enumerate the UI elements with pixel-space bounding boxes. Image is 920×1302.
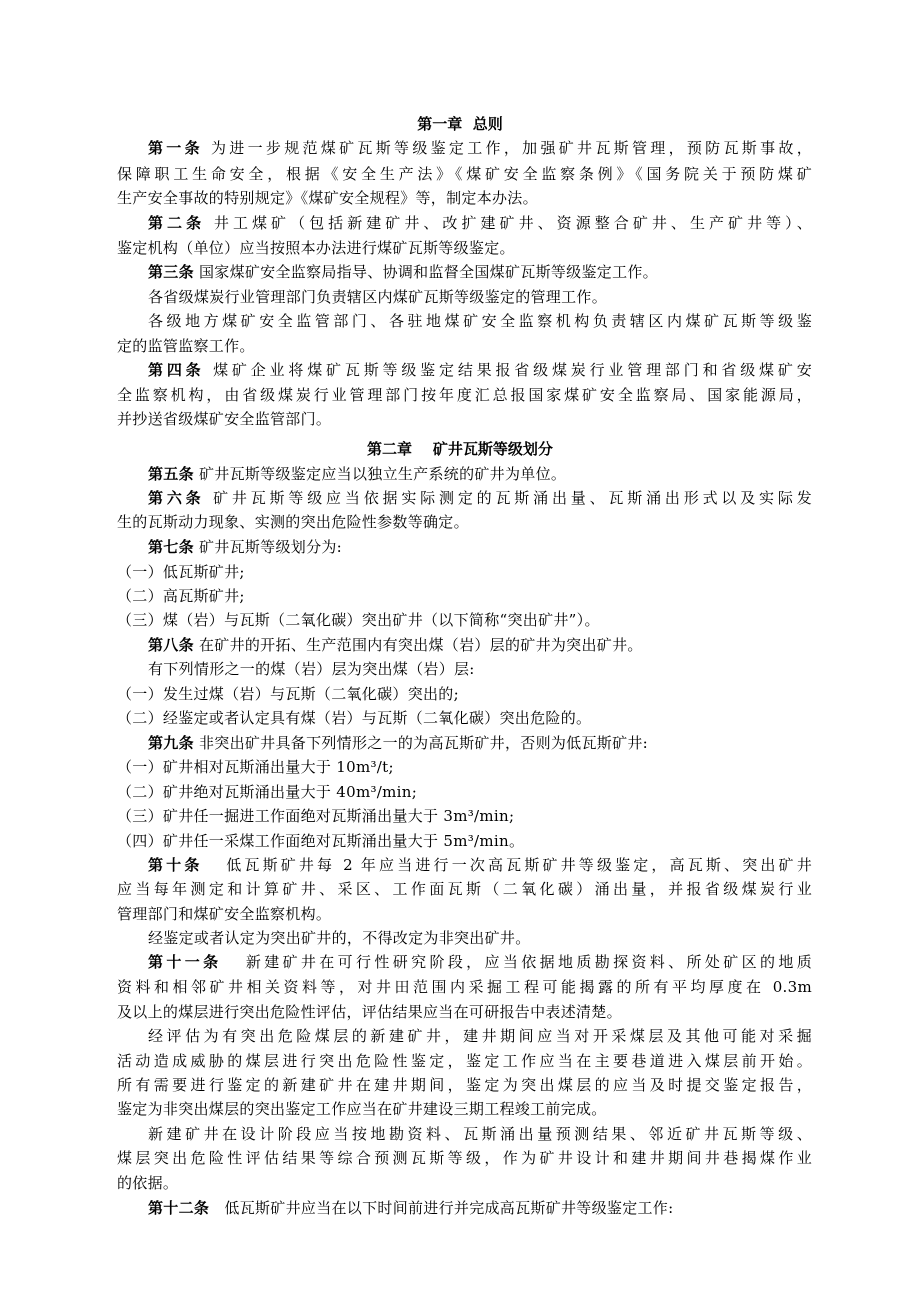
- text-line: [117, 780, 417, 804]
- article-number: 第二条: [148, 214, 206, 232]
- text-line: [117, 560, 245, 584]
- text-line: [148, 926, 531, 950]
- text-line: [117, 829, 524, 853]
- text-line: [117, 407, 331, 431]
- line-text: （一）矿井相对瓦斯涌出量大于 10m³/t;: [117, 758, 394, 776]
- line-text: 各级地方煤矿安全监管部门、各驻地煤矿安全监察机构负责辖区内煤矿瓦斯等级鉴: [148, 312, 812, 330]
- text-line: [148, 1024, 812, 1048]
- article-number: 第五条: [148, 465, 194, 483]
- line-text: 经评估为有突出危险煤层的新建矿井，建井期间应当对开采煤层及其他可能对采掘: [148, 1027, 812, 1045]
- text-line: [117, 186, 538, 210]
- text-line: [148, 1122, 812, 1146]
- line-text: 新建矿井在可行性研究阶段，应当依据地质勘探资料、所处矿区的地质: [221, 953, 812, 971]
- text-line: [117, 608, 600, 632]
- text-line: [117, 584, 245, 608]
- article-number: 第九条: [148, 734, 194, 752]
- text-line: [117, 236, 515, 260]
- line-text: 定的监管监察工作。: [117, 337, 255, 355]
- text-line: [117, 334, 255, 358]
- text-line: [117, 1073, 812, 1097]
- line-text: 经鉴定或者认定为突出矿井的，不得改定为非突出矿井。: [148, 929, 531, 947]
- article-line: [148, 1196, 673, 1220]
- line-text: 非突出矿井具备下列情形之一的为高瓦斯矿井，否则为低瓦斯矿井:: [193, 734, 649, 752]
- article-number: 第十条: [148, 856, 203, 874]
- article-line: [148, 260, 658, 284]
- text-line: [117, 682, 459, 706]
- line-text: 生的瓦斯动力现象、实测的突出危险性参数等确定。: [117, 513, 469, 531]
- line-text: 低瓦斯矿井应当在以下时间前进行并完成高瓦斯矿井等级鉴定工作:: [209, 1199, 674, 1217]
- line-text: 鉴定为非突出煤层的突出鉴定工作应当在矿井建设三期工程竣工前完成。: [117, 1100, 607, 1118]
- line-text: 矿井瓦斯等级鉴定应当以独立生产系统的矿井为单位。: [193, 465, 567, 483]
- line-text: 煤层突出危险性评估结果等综合预测瓦斯等级，作为矿井设计和建井期间井巷揭煤作业: [117, 1149, 812, 1167]
- chapter-2-title: 第二章 矿井瓦斯等级划分: [367, 440, 553, 458]
- line-text: 煤矿企业将煤矿瓦斯等级鉴定结果报省级煤炭行业管理部门和省级煤矿安: [204, 361, 812, 379]
- article-number: 第十一条: [148, 953, 222, 971]
- line-text: 的依据。: [117, 1174, 179, 1192]
- article-line: [148, 211, 812, 235]
- line-text: 鉴定机构（单位）应当按照本办法进行煤矿瓦斯等级鉴定。: [117, 239, 515, 257]
- article-number: 第十二条: [148, 1199, 210, 1217]
- line-text: 全监察机构，由省级煤炭行业管理部门按年度汇总报国家煤矿安全监察局、国家能源局，: [117, 386, 812, 404]
- text-line: [117, 877, 812, 901]
- line-text: 应当每年测定和计算矿井、采区、工作面瓦斯（二氧化碳）涌出量，并报省级煤炭行业: [117, 880, 812, 898]
- line-text: （一）发生过煤（岩）与瓦斯（二氧化碳）突出的;: [117, 685, 459, 703]
- article-line: [148, 950, 812, 974]
- line-text: 及以上的煤层进行突出危险性评估，评估结果应当在可研报告中表述清楚。: [117, 1003, 622, 1021]
- article-number: 第四条: [148, 361, 205, 379]
- line-text: 生产安全事故的特别规定》《煤矿安全规程》等，制定本办法。: [117, 189, 538, 207]
- line-text: （二）矿井绝对瓦斯涌出量大于 40m³/min;: [117, 783, 418, 801]
- text-line: [117, 1171, 178, 1195]
- text-line: [117, 162, 812, 186]
- line-text: 新建矿井在设计阶段应当按地勘资料、瓦斯涌出量预测结果、邻近矿井瓦斯等级、: [148, 1125, 812, 1143]
- article-number: 第八条: [148, 636, 194, 654]
- article-line: [148, 358, 812, 382]
- text-line: [117, 1000, 622, 1024]
- line-text: （二）经鉴定或者认定具有煤（岩）与瓦斯（二氧化碳）突出危险的。: [117, 709, 592, 727]
- article-line: [148, 462, 566, 486]
- article-line: [148, 853, 812, 877]
- line-text: 国家煤矿安全监察局指导、协调和监督全国煤矿瓦斯等级鉴定工作。: [193, 263, 658, 281]
- text-line: [117, 902, 331, 926]
- line-text: （三）矿井任一掘进工作面绝对瓦斯涌出量大于 3m³/min;: [117, 807, 515, 825]
- article-line: [148, 731, 648, 755]
- article-number: 第三条: [148, 263, 194, 281]
- line-text: 各省级煤炭行业管理部门负责辖区内煤矿瓦斯等级鉴定的管理工作。: [148, 288, 608, 306]
- line-text: 管理部门和煤矿安全监察机构。: [117, 905, 332, 923]
- text-line: [148, 309, 812, 333]
- line-text: 矿井瓦斯等级划分为:: [193, 538, 343, 556]
- line-text: 井工煤矿（包括新建矿井、改扩建矿井、资源整合矿井、生产矿井等）、: [205, 214, 812, 232]
- text-line: [117, 975, 812, 999]
- line-text: 在矿井的开拓、生产范围内有突出煤（岩）层的矿井为突出矿井。: [193, 636, 643, 654]
- line-text: 活动造成威胁的煤层进行突出危险性鉴定，鉴定工作应当在主要巷道进入煤层前开始。: [117, 1052, 812, 1070]
- line-text: 保障职工生命安全，根据《安全生产法》《煤矿安全监察条例》《国务院关于预防煤矿: [117, 165, 812, 183]
- line-text: 为进一步规范煤矿瓦斯等级鉴定工作，加强矿井瓦斯管理，预防瓦斯事故，: [202, 139, 812, 157]
- article-line: [148, 136, 812, 160]
- text-line: [117, 1097, 607, 1121]
- text-line: [148, 285, 607, 309]
- line-text: 并抄送省级煤矿安全监管部门。: [117, 410, 332, 428]
- line-text: 资料和相邻矿井相关资料等，对井田范围内采掘工程可能揭露的所有平均厚度在 0.3m: [117, 978, 812, 996]
- text-line: [117, 1049, 812, 1073]
- article-line: [148, 486, 812, 510]
- text-line: [148, 657, 475, 681]
- article-line: [148, 535, 342, 559]
- text-line: [117, 755, 394, 779]
- line-text: （一）低瓦斯矿井;: [117, 563, 245, 581]
- article-line: [148, 633, 643, 657]
- line-text: 矿井瓦斯等级应当依据实际测定的瓦斯涌出量、瓦斯涌出形式以及实际发: [204, 489, 812, 507]
- text-line: [117, 804, 514, 828]
- line-text: （二）高瓦斯矿井;: [117, 587, 245, 605]
- line-text: 低瓦斯矿井每 2 年应当进行一次高瓦斯矿井等级鉴定，高瓦斯、突出矿井: [202, 856, 812, 874]
- article-number: 第一条: [148, 139, 203, 157]
- text-line: [117, 510, 469, 534]
- line-text: 有下列情形之一的煤（岩）层为突出煤（岩）层:: [148, 660, 475, 678]
- chapter-1-title: 第一章 总则: [417, 115, 503, 133]
- article-number: 第六条: [148, 489, 205, 507]
- text-line: [117, 383, 812, 407]
- article-number: 第七条: [148, 538, 194, 556]
- text-line: [117, 706, 591, 730]
- line-text: （三）煤（岩）与瓦斯（二氧化碳）突出矿井（以下简称“突出矿井”）。: [117, 611, 600, 629]
- text-line: [117, 1146, 812, 1170]
- line-text: 所有需要进行鉴定的新建矿井在建井期间，鉴定为突出煤层的应当及时提交鉴定报告，: [117, 1076, 812, 1094]
- line-text: （四）矿井任一采煤工作面绝对瓦斯涌出量大于 5m³/min。: [117, 832, 525, 850]
